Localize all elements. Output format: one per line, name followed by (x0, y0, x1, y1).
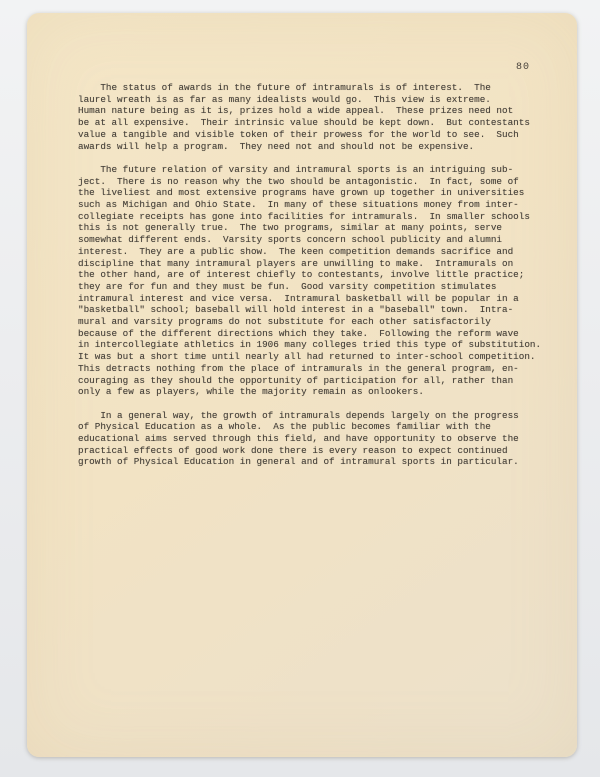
text-line: only a few as players, while the majority remain as onlookers. (78, 386, 424, 398)
text-line: The status of awards in the future of intramurals is of interest. The (78, 82, 491, 93)
text-line: It was but a short time until nearly all had returned to inter-school competition. (78, 351, 536, 363)
text-line: somewhat different ends. Varsity sports concern school publicity and alumni (78, 234, 503, 246)
text-line: intramural interest and vice versa. Intramural basketball will be popular in a (78, 292, 519, 304)
document-page (27, 13, 577, 757)
text-line: of Physical Education as a whole. As the public becomes familiar with the (78, 421, 491, 433)
text-line: interest. They are a public show. The keen competition demands sacrifice and (78, 245, 514, 257)
paragraph (78, 82, 540, 152)
text-line: they are for fun and they must be fun. Good varsity competition stimulates (78, 280, 497, 292)
text-line: awards will help a program. They need not and should not be expensive. (78, 140, 475, 152)
text-line: The future relation of varsity and intramural sports is an intriguing sub- (78, 163, 514, 175)
text-line: In a general way, the growth of intramurals depends largely on the progress (78, 409, 519, 421)
text-line: the liveliest and most extensive programs have grown up together in universities (78, 187, 525, 199)
text-line: because of the different directions which they take. Following the reform wave (78, 327, 519, 339)
text-line: discipline that many intramural players are unwilling to make. Intramurals on (78, 257, 514, 269)
text-line: such as Michigan and Ohio State. In many of these situations money from inter- (78, 199, 519, 211)
text-line: "basketball" school; baseball will hold interest in a "baseball" town. Intra- (78, 304, 514, 316)
text-line: ject. There is no reason why the two should be antagonistic. In fact, some of (78, 175, 519, 187)
paragraph (78, 164, 540, 398)
paragraph (78, 410, 540, 469)
text-line: educational aims served through this field, and have opportunity to observe the (78, 433, 519, 445)
text-line: practical effects of good work done there is every reason to expect continued (78, 444, 508, 456)
text-line: growth of Physical Education in general and of intramural sports in particular. (78, 456, 519, 468)
text-line: be at all expensive. Their intrinsic value should be kept down. But contestants (78, 117, 530, 129)
text-line: in intercollegiate athletics in 1906 many colleges tried this type of substitution. (78, 339, 542, 351)
text-line: Human nature being as it is, prizes hold a wide appeal. These prizes need not (78, 105, 514, 117)
text-line: the other hand, are of interest chiefly to contestants, involve little practice; (78, 269, 525, 281)
text-block (78, 82, 540, 480)
text-line: mural and varsity programs do not substitute for each other satisfactorily (78, 316, 491, 328)
text-line: This detracts nothing from the place of intramurals in the general program, en- (78, 362, 519, 374)
text-line: couraging as they should the opportunity of participation for all, rather than (78, 374, 514, 386)
text-line: collegiate receipts has gone into facilities for intramurals. In smaller schools (78, 210, 530, 222)
text-line: value a tangible and visible token of their prowess for the world to see. Such (78, 128, 519, 140)
text-line: this is not generally true. The two programs, similar at many points, serve (78, 222, 503, 234)
page-number: 80 (516, 62, 531, 73)
text-line: laurel wreath is as far as many idealists would go. This view is extreme. (78, 93, 491, 105)
